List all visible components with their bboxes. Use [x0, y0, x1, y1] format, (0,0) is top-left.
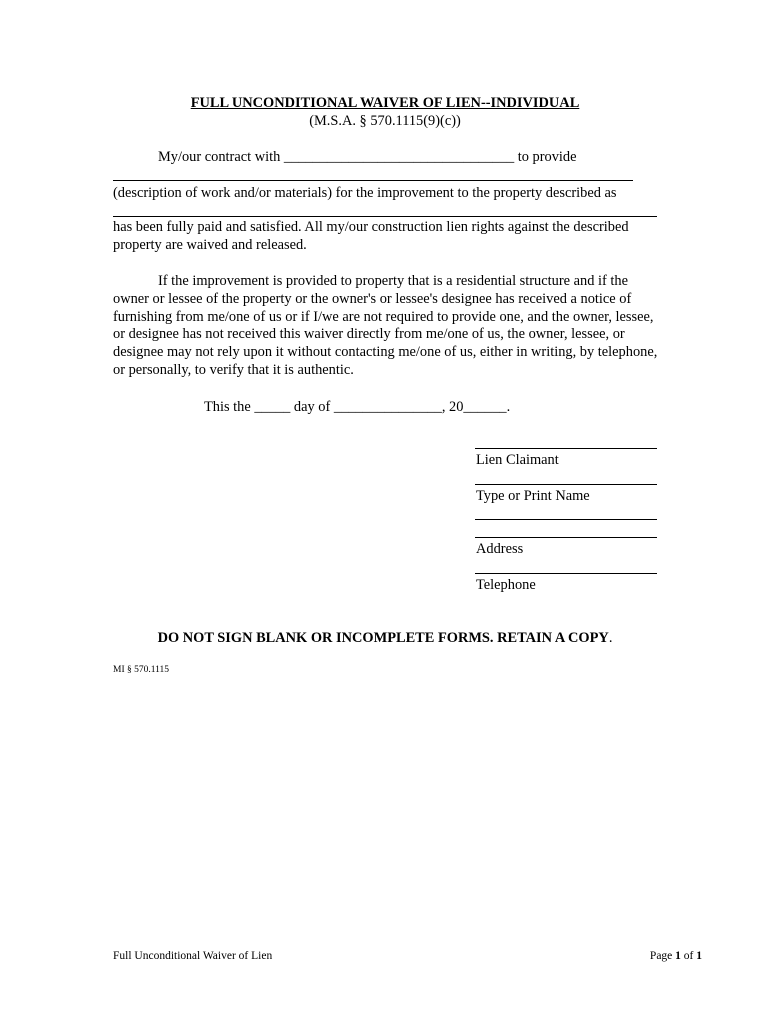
contract-line: My/our contract with ________________________________ to provide [158, 149, 577, 165]
page-of: of [680, 950, 697, 962]
address-line-2 [475, 537, 657, 538]
lien-claimant-signature-line [475, 448, 657, 449]
page-prefix: Page [649, 950, 676, 962]
telephone-line [475, 573, 657, 574]
paid-paragraph: has been fully paid and satisfied. All my/our construction lien rights against the described property are waived and released. [113, 219, 629, 253]
warning-text: DO NOT SIGN BLANK OR INCOMPLETE FORMS. RETAIN A COPY [157, 630, 609, 646]
work-blank-line [113, 180, 633, 181]
date-line: This the _____ day of _______________, 20______. [204, 399, 511, 415]
page-total: 1 [696, 950, 702, 962]
footer-page-number [600, 949, 702, 963]
residential-paragraph: If the improvement is provided to property that is a residential structure and if the owner or lessee of the property or the owner's or lessee's designee has received a notice of furnishing from me/one of us or if I/we are not required to provide one, and the owner, lessee, or designee has not received this waiver directly from me/one of us, the owner, lessee, or designee may not rely upon it without contacting me/one of us, either in writing, by telephone, or personally, to verify that it is authentic. [113, 273, 658, 378]
document-title: FULL UNCONDITIONAL WAIVER OF LIEN--INDIVIDUAL [190, 95, 580, 111]
form-code: MI § 570.1115 [113, 665, 170, 675]
address-label: Address [476, 541, 524, 557]
warning-notice [0, 629, 770, 647]
telephone-label: Telephone [476, 577, 536, 593]
footer-document-name: Full Unconditional Waiver of Lien [113, 950, 273, 962]
print-name-label: Type or Print Name [476, 488, 590, 504]
lien-claimant-label: Lien Claimant [476, 452, 559, 468]
description-line: (description of work and/or materials) for the improvement to the property described as [113, 185, 617, 201]
print-name-line [475, 484, 657, 485]
address-line-1 [475, 519, 657, 520]
warning-period: . [608, 630, 613, 646]
page-current: 1 [675, 950, 681, 962]
statute-citation: (M.S.A. § 570.1115(9)(c)) [309, 113, 461, 129]
property-blank-line [113, 216, 657, 217]
